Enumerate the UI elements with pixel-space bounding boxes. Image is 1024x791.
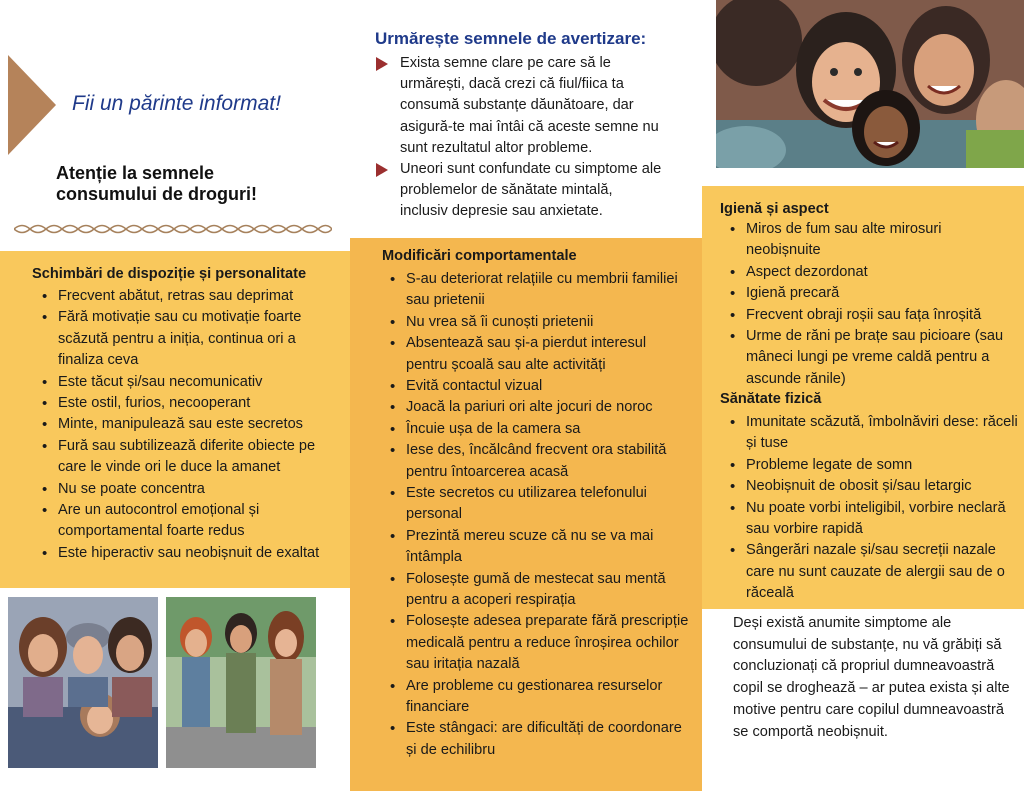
list-item: • Urme de răni pe brațe sau picioare (sau mâneci lungi pe vreme caldă pentru a ascunde rănile) [720,326,1020,390]
list-item: • Este secretos cu utilizarea telefonului personal [380,483,690,526]
list-item: • Miros de fum sau alte mirosuri neobișnuite [720,219,1020,262]
behavior-list [380,269,690,483]
list-item: • Încuie ușa de la camera sa [380,419,690,440]
list-item: • Are un autocontrol emoțional și comportamental foarte redus [32,500,332,543]
behavior-panel [350,238,702,791]
list-item: • Absentează sau și-a pierdut interesul pentru școală sau alte activități [380,333,690,376]
tagline: Fii un părinte informat! [72,92,281,115]
mood-title: Schimbări de dispoziție și personalitate [32,266,307,282]
list-item: • Are probleme cu gestionarea resurselor financiare [380,676,690,719]
list-item: • Iese des, încălcând frecvent ora stabilită pentru întoarcerea acasă [380,440,690,483]
triangle-bullet-icon [376,163,388,177]
page-heading [56,163,257,205]
heading-line-1: Atenție la semnele [56,163,215,183]
list-item: • Prezintă mereu scuze că nu se va mai întâmpla [380,526,690,569]
list-item: • S-au deteriorat relațiile cu membrii familiei sau prietenii [380,269,690,312]
teens-sitting-illustration [8,597,158,768]
mood-panel [0,251,350,588]
list-item: • Folosește adesea preparate fără prescripție medicală pentru a reduce înroșirea ochilor sau iritația nazală [380,611,690,675]
list-item: • Nu se poate concentra [32,479,332,500]
list-item: • Joacă la pariuri ori alte jocuri de noroc [380,397,690,418]
list-item: Uneori sunt confundate cu simptome ale problemelor de sănătate mintală, inclusiv depresie sau anxietate. [374,159,664,223]
list-item: • Probleme legate de somn [720,455,1020,476]
list-item: Exista semne clare pe care să le urmărești, dacă crezi că fiul/fiica ta consumă substanțe dăunătoare, dar asigură-te mai întâi că aceste semne nu sunt rezultatul altor probleme. [374,53,664,159]
list-item: • Sângerări nazale și/sau secreții nazale care nu sunt cauzate de alergii sau de o răceală [720,540,1020,604]
hygiene-list [720,219,1020,390]
hygiene-title: Igienă și aspect [720,201,829,217]
list-item: • Frecvent abătut, retras sau deprimat [32,286,332,307]
ornament-divider [14,222,332,236]
list-item: • Nu vrea să îi cunoști prietenii [380,312,690,333]
decorative-triangle [8,55,56,155]
health-title: Sănătate fizică [720,391,822,407]
list-item: • Este hiperactiv sau neobișnuit de exaltat [32,543,332,564]
heading-line-2: consumului de droguri! [56,184,257,204]
list-item: • Este stângaci: are dificultăți de coordonare și de echilibru [380,718,690,761]
list-item: • Este ostil, furios, necooperant [32,393,332,414]
list-item: • Este tăcut și/sau necomunicativ [32,372,332,393]
list-item: • Igienă precară [720,283,1020,304]
list-item: • Evită contactul vizual [380,376,690,397]
list-item: • Nu poate vorbi inteligibil, vorbire neclară sau vorbire rapidă [720,498,1020,541]
list-item: • Neobișnuit de obosit și/sau letargic [720,476,1020,497]
behavior-title: Modificări comportamentale [382,248,577,264]
list-item: • Aspect dezordonat [720,262,1020,283]
warning-list [374,53,664,223]
list-item: • Folosește gumă de mestecat sau mentă pentru a acoperi respirația [380,569,690,612]
behavior-list-continued [380,483,690,761]
list-item: • Frecvent obraji roșii sau fața înroșită [720,305,1020,326]
warning-title: Urmărește semnele de avertizare: [375,29,647,48]
teens-walking-illustration [166,597,316,768]
hygiene-health-panel [702,186,1024,609]
list-item: • Imunitate scăzută, îmbolnăviri dese: răceli și tuse [720,412,1020,455]
closing-note: Deși există anumite simptome ale consumului de substanțe, nu vă grăbiți să concluzionați că propriul dumneavoastră copil se droghează – ar putea exista și alte motive pentru care copilul dumneavoastră se comportă neobișnuit. [733,615,1010,740]
triangle-bullet-icon [376,57,388,71]
list-item: • Fără motivație sau cu motivație foarte scăzută pentru a iniția, continua ori a finaliza ceva [32,307,332,371]
health-list [720,412,1020,605]
list-item: • Minte, manipulează sau este secretos [32,414,332,435]
teens-group-illustration [716,0,1024,168]
list-item: • Fură sau subtilizează diferite obiecte pe care le vinde ori le duce la amanet [32,436,332,479]
mood-list [32,286,332,564]
